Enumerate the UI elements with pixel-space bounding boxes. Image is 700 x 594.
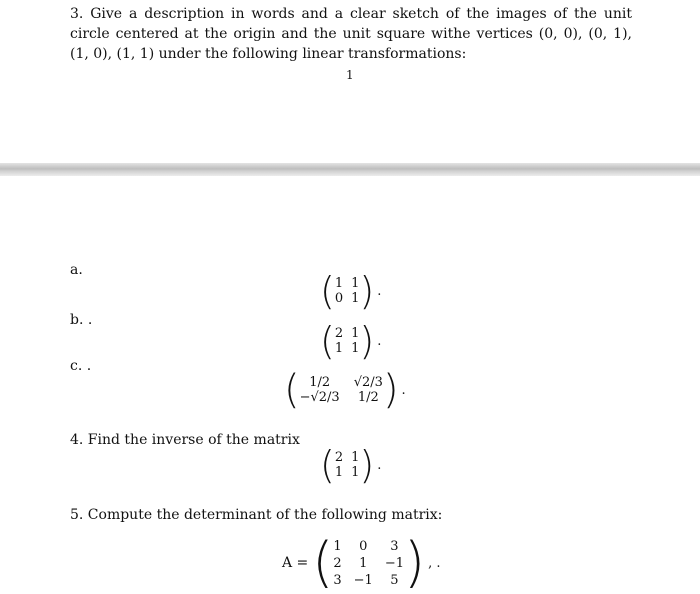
matrix-cell: 1	[351, 341, 360, 356]
matrix-b	[320, 319, 382, 363]
matrix-4-entries	[335, 450, 360, 480]
matrix-c	[284, 367, 406, 413]
page-number: 1	[346, 68, 354, 82]
matrix-cell: 1/2	[357, 390, 379, 405]
part-c-label: c. .	[70, 358, 92, 374]
matrix-cell: −1	[353, 572, 373, 588]
matrix-4-suffix: .	[377, 457, 382, 473]
page-divider	[0, 163, 700, 176]
left-paren: (	[284, 367, 300, 413]
matrix-cell: 2	[334, 450, 344, 465]
matrix-cell: −1	[384, 555, 404, 571]
problem-5-text: 5. Compute the determinant of the following matrix:	[70, 507, 443, 523]
matrix-cell: −√2/3	[299, 390, 340, 405]
left-paren: (	[320, 443, 335, 487]
matrix-cell: 1	[351, 326, 360, 341]
matrix-c-entries	[300, 375, 383, 405]
problem-3-text: 3. Give a description in words and a clear sketch of the images of the unit circle centered at the origin and the unit square withe vertices (0, 0), (0, 1), (1, 0), (1, 1) under the following linear transformations:	[70, 6, 632, 62]
matrix-cell: 1	[351, 291, 360, 306]
matrix-cell: 1	[333, 538, 342, 554]
right-paren: )	[359, 443, 375, 487]
matrix-cell: 1/2	[309, 375, 331, 390]
right-paren: )	[404, 531, 426, 594]
left-paren: (	[320, 319, 335, 363]
matrix-5	[282, 531, 441, 594]
matrix-5-lhs: A =	[282, 555, 309, 571]
left-paren: (	[312, 531, 334, 594]
matrix-c-suffix: .	[401, 382, 406, 398]
right-paren: )	[382, 367, 399, 413]
matrix-a	[320, 269, 382, 313]
matrix-b-entries	[335, 326, 360, 356]
right-paren: )	[359, 319, 375, 363]
matrix-cell: 3	[333, 572, 342, 588]
matrix-cell: 0	[359, 538, 368, 554]
matrix-a-suffix: .	[377, 283, 382, 299]
matrix-cell: 2	[334, 326, 344, 341]
matrix-cell: 3	[390, 538, 399, 554]
matrix-cell: 1	[334, 276, 344, 291]
matrix-a-entries	[335, 276, 360, 306]
matrix-cell: 1	[359, 555, 368, 571]
matrix-cell: 2	[333, 555, 342, 571]
matrix-cell: 1	[351, 465, 360, 480]
matrix-4	[320, 443, 382, 487]
left-paren: (	[320, 269, 335, 313]
matrix-b-suffix: .	[377, 333, 382, 349]
matrix-5-suffix: , .	[428, 555, 441, 571]
matrix-cell: √2/3	[353, 375, 383, 390]
matrix-cell: 1	[351, 276, 360, 291]
problem-4-text: 4. Find the inverse of the matrix	[70, 432, 300, 448]
matrix-5-entries	[333, 538, 404, 589]
matrix-cell: 5	[390, 572, 399, 588]
matrix-cell: 1	[351, 450, 360, 465]
part-a-label: a.	[70, 262, 83, 278]
part-b-label: b. .	[70, 312, 93, 328]
matrix-cell: 0	[334, 291, 344, 306]
right-paren: )	[359, 269, 375, 313]
matrix-cell: 1	[334, 341, 344, 356]
matrix-cell: 1	[334, 465, 344, 480]
